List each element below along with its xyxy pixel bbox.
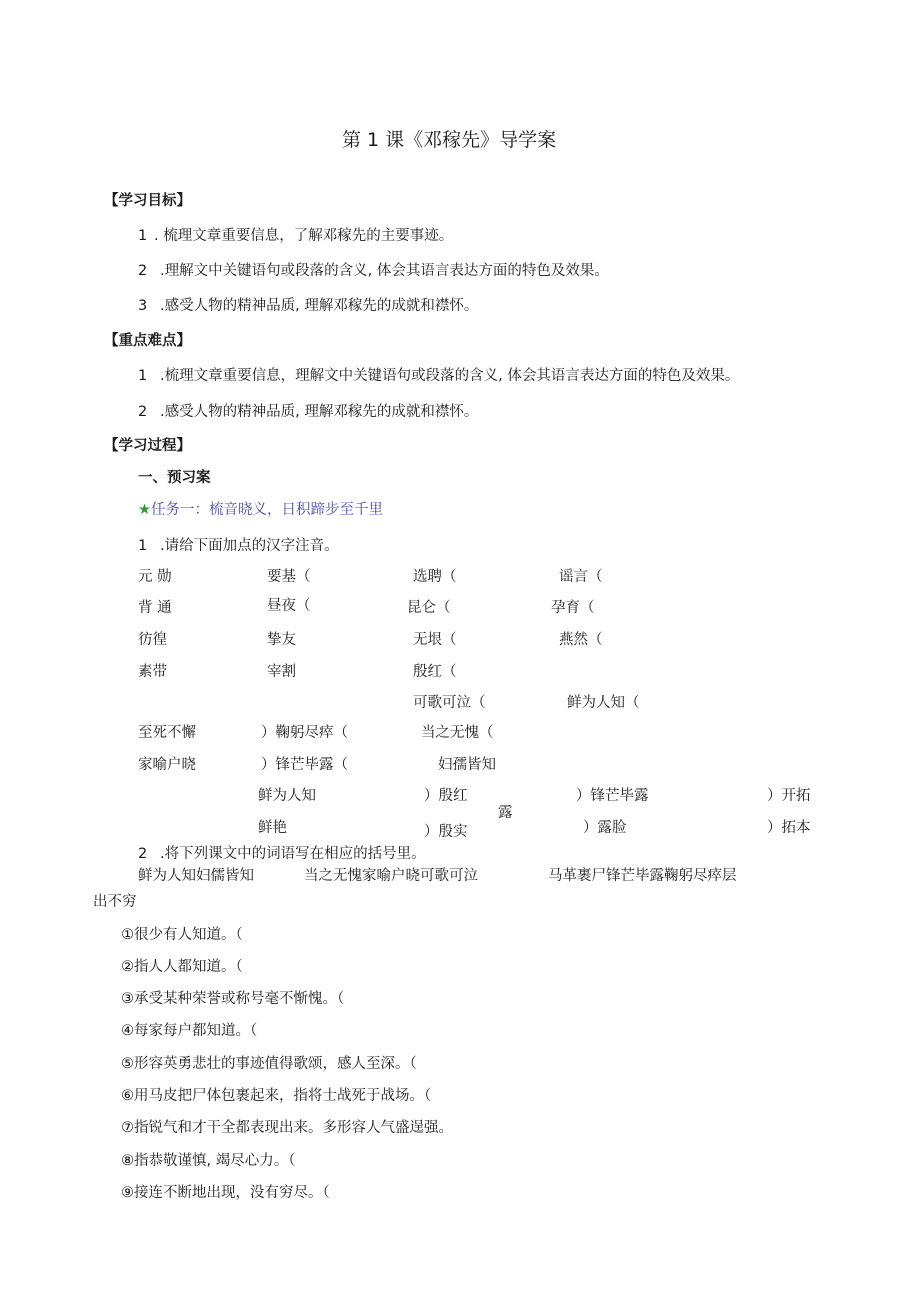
item-text: .感受人物的精神品质, 理解邓稼先的成就和襟怀。 bbox=[160, 298, 479, 314]
item-text: .感受人物的精神品质, 理解邓稼先的成就和襟怀。 bbox=[160, 404, 479, 420]
grid-cell: ）露脸 bbox=[583, 820, 627, 836]
grid-cell: 鲜为人知（ bbox=[567, 695, 640, 711]
key-points-heading: 【重点难点】 bbox=[104, 333, 191, 349]
definition-item: ⑤形容英勇悲壮的事迹值得歌颂，感人至深。（ bbox=[121, 1056, 417, 1072]
item-text: .梳理文章重要信息，理解文中关键语句或段落的含义, 体会其语言表达方面的特色及效果。 bbox=[160, 368, 740, 384]
grid-cell: 选聘（ bbox=[413, 569, 457, 585]
grid-cell: 宰割 bbox=[267, 664, 296, 680]
definition-item: ③承受某种荣誉或称号毫不惭愧。（ bbox=[121, 991, 345, 1007]
definition-item: ⑨接连不断地出现，没有穷尽。（ bbox=[121, 1185, 330, 1201]
definition-item: ⑧指恭敬谨慎, 竭尽心力。（ bbox=[121, 1153, 296, 1169]
definition-item: ⑦指锐气和才干全都表现出来。多形容人气盛逞强。 bbox=[121, 1120, 453, 1136]
key-point-item bbox=[138, 403, 478, 421]
objective-item bbox=[138, 227, 453, 245]
word-bank: 当之无愧家喻户晓可歌可泣 bbox=[304, 868, 478, 884]
grid-cell: ）开拓 bbox=[767, 788, 811, 804]
grid-cell: 殷红（ bbox=[413, 664, 457, 680]
grid-cell: 露 bbox=[498, 805, 513, 821]
grid-cell: 燕然（ bbox=[559, 632, 603, 648]
question-text: .请给下面加点的汉字注音。 bbox=[160, 538, 339, 554]
grid-cell: 素带 bbox=[138, 664, 167, 680]
grid-cell: 彷徨 bbox=[138, 632, 167, 648]
grid-cell: ）锋芒毕露 bbox=[576, 788, 649, 804]
grid-cell: ）拓本 bbox=[767, 820, 811, 836]
objective-item bbox=[138, 297, 478, 315]
task-line bbox=[138, 501, 383, 519]
preview-heading: 一、预习案 bbox=[138, 470, 211, 486]
question-1 bbox=[138, 537, 339, 555]
grid-cell: 可歌可泣（ bbox=[413, 695, 486, 711]
process-heading: 【学习过程】 bbox=[104, 438, 191, 454]
item-number: 1 bbox=[138, 538, 148, 554]
page-title: 第 1 课《邓稼先》导学案 bbox=[342, 129, 557, 151]
key-point-item bbox=[138, 367, 739, 385]
definition-item: ④每家每户都知道。（ bbox=[121, 1023, 258, 1039]
task-text: 任务一：梳音晓义，日积蹄步至千里 bbox=[151, 502, 383, 518]
item-number: 3 bbox=[138, 298, 148, 314]
item-number: 2 bbox=[138, 846, 148, 862]
grid-cell: 背 通 bbox=[138, 600, 172, 616]
grid-cell: ）殷红 bbox=[424, 788, 468, 804]
item-number: 1 bbox=[138, 368, 148, 384]
word-bank: 出不穷 bbox=[93, 894, 137, 910]
grid-cell: 谣言（ bbox=[559, 569, 603, 585]
item-number: 2 bbox=[138, 404, 148, 420]
objective-item bbox=[138, 262, 609, 280]
grid-cell: 至死不懈 bbox=[138, 725, 196, 741]
grid-cell: 无垠（ bbox=[413, 632, 457, 648]
grid-cell: 鲜艳 bbox=[258, 820, 287, 836]
word-bank: 马革裹尸锋芒毕露鞠躬尽瘁层 bbox=[548, 868, 737, 884]
grid-cell: 当之无愧（ bbox=[421, 725, 494, 741]
definition-item: ⑥用马皮把尸体包裹起来，指将士战死于战场。（ bbox=[121, 1088, 432, 1104]
item-number: 2 bbox=[138, 263, 148, 279]
item-text: .理解文中关键语句或段落的含义, 体会其语言表达方面的特色及效果。 bbox=[160, 263, 609, 279]
word-bank: 鲜为人知妇儒皆知 bbox=[138, 868, 254, 884]
grid-cell: 昆仑（ bbox=[407, 600, 451, 616]
grid-cell: 孕育（ bbox=[551, 600, 595, 616]
grid-cell: 元 勋 bbox=[138, 569, 172, 585]
definition-item: ①很少有人知道。（ bbox=[121, 927, 243, 943]
grid-cell: 家喻户晓 bbox=[138, 757, 196, 773]
definition-item: ②指人人都知道。（ bbox=[121, 959, 243, 975]
grid-cell: 挚友 bbox=[267, 632, 296, 648]
grid-cell: 昼夜（ bbox=[267, 598, 311, 614]
grid-cell: ）鞠躬尽瘁（ bbox=[261, 725, 348, 741]
item-text: . 梳理文章重要信息，了解邓稼先的主要事迹。 bbox=[154, 228, 454, 244]
grid-cell: ）殷实 bbox=[424, 824, 468, 840]
grid-cell: 鲜为人知 bbox=[258, 788, 316, 804]
objectives-heading: 【学习目标】 bbox=[104, 193, 191, 209]
grid-cell: 要基（ bbox=[267, 569, 311, 585]
question-text: .将下列课文中的词语写在相应的括号里。 bbox=[160, 846, 426, 862]
item-number: 1 bbox=[138, 228, 148, 244]
star-icon: ★ bbox=[138, 502, 151, 518]
grid-cell: 妇孺皆知 bbox=[438, 757, 496, 773]
question-2 bbox=[138, 845, 426, 863]
grid-cell: ）锋芒毕露（ bbox=[261, 757, 348, 773]
